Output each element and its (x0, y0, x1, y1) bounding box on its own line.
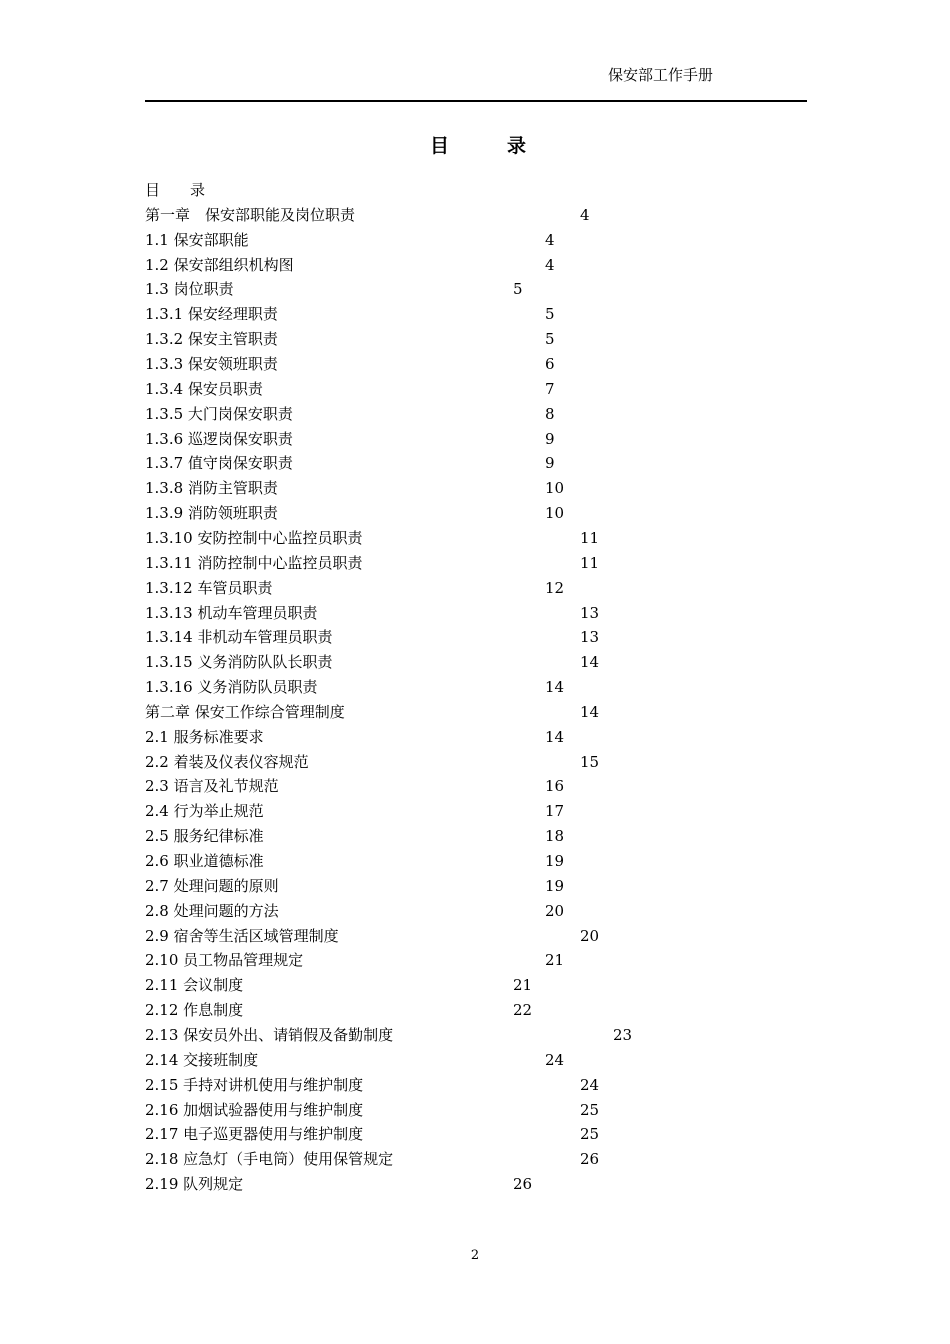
toc-entry-label: 2.10 员工物品管理规定 (145, 951, 304, 970)
toc-entry-page: 22 (513, 1001, 533, 1020)
toc-entry-page: 14 (580, 653, 600, 672)
toc-entry (145, 775, 765, 797)
toc-entry-label: 目 录 (145, 181, 206, 199)
toc-entry-page: 4 (580, 205, 590, 224)
toc-entry-label: 2.9 宿舍等生活区域管理制度 (145, 926, 339, 945)
toc-entry-label: 2.4 行为举止规范 (145, 802, 264, 821)
toc-entry-page: 24 (580, 1075, 600, 1094)
toc-entry-label: 2.17 电子巡更器使用与维护制度 (145, 1125, 364, 1144)
toc-entry-label: 2.12 作息制度 (145, 1001, 244, 1020)
toc-entry-page: 5 (513, 280, 523, 299)
toc-entry-label: 2.1 服务标准要求 (145, 727, 264, 746)
toc-entry-label: 2.5 服务纪律标准 (145, 827, 264, 846)
toc-entry-label: 1.3.2 保安主管职责 (145, 330, 278, 349)
toc-entry-label: 2.7 处理问题的原则 (145, 876, 279, 895)
toc-entry-page: 11 (580, 553, 600, 572)
toc-entry (145, 875, 765, 897)
toc-entry-label: 2.19 队列规定 (145, 1175, 244, 1193)
toc-entry-page: 7 (545, 379, 555, 398)
toc-entry-page: 21 (545, 951, 565, 970)
toc-entry-page: 20 (545, 901, 565, 920)
toc-entry (145, 1049, 765, 1071)
toc-entry-page: 23 (613, 1025, 633, 1044)
toc-entry-label: 1.3.3 保安领班职责 (145, 355, 278, 373)
toc-entry-label: 1.3.10 安防控制中心监控员职责 (145, 528, 363, 547)
toc-entry-page: 9 (545, 429, 555, 448)
toc-entry-page: 20 (580, 926, 600, 945)
toc-entry-label: 1.2 保安部组织机构图 (145, 255, 294, 274)
toc-entry-page: 13 (580, 603, 600, 622)
toc-entry-page: 5 (545, 330, 555, 349)
toc-entry-label: 2.11 会议制度 (145, 976, 244, 995)
toc-entry-label: 2.14 交接班制度 (145, 1050, 259, 1069)
toc-entry (145, 577, 765, 599)
toc-entry-label: 1.3 岗位职责 (145, 280, 234, 299)
toc-entry (145, 974, 765, 996)
toc-entry-page: 26 (580, 1150, 600, 1169)
toc-entry-label: 1.1 保安部职能 (145, 230, 249, 249)
toc-title-part1: 目 (430, 135, 450, 157)
toc-entry-label: 2.16 加烟试验器使用与维护制度 (145, 1100, 364, 1119)
toc-entry-label: 1.3.12 车管员职责 (145, 578, 273, 597)
toc-entry-page: 21 (513, 976, 533, 995)
toc-entry (145, 602, 765, 624)
toc-entry-label: 第一章 保安部职能及岗位职责 (145, 205, 356, 224)
toc-entry (145, 428, 765, 450)
toc-entry-page: 24 (545, 1050, 565, 1069)
toc-entry-page: 25 (580, 1125, 600, 1144)
toc-entry-page: 5 (545, 305, 555, 324)
page-header: 保安部工作手册 (608, 66, 714, 84)
toc-entry (145, 850, 765, 872)
toc-entry (145, 800, 765, 822)
toc-entry (145, 477, 765, 499)
toc-entry-page: 6 (545, 355, 555, 373)
toc-entry-label: 2.13 保安员外出、请销假及备勤制度 (145, 1025, 394, 1044)
toc-entry (145, 179, 765, 201)
toc-entry (145, 925, 765, 947)
toc-entry (145, 278, 765, 300)
toc-entry-page: 25 (580, 1100, 600, 1119)
toc-entry-page: 19 (545, 852, 565, 870)
toc-entry-label: 1.3.4 保安员职责 (145, 379, 263, 398)
toc-entry-label: 1.3.11 消防控制中心监控员职责 (145, 553, 363, 572)
toc-entry-label: 2.15 手持对讲机使用与维护制度 (145, 1075, 364, 1094)
toc-entry (145, 552, 765, 574)
toc-entry-label: 1.3.16 义务消防队员职责 (145, 678, 318, 696)
toc-entry-page: 18 (545, 827, 565, 846)
toc-entry-label: 1.3.5 大门岗保安职责 (145, 404, 293, 423)
toc-entry (145, 527, 765, 549)
toc-entry-page: 17 (545, 802, 565, 821)
toc-entry (145, 1074, 765, 1096)
toc-entry-label: 1.3.9 消防领班职责 (145, 504, 278, 523)
page-number: 2 (470, 1248, 480, 1263)
toc-entry (145, 452, 765, 474)
toc-entry (145, 1173, 765, 1195)
toc-entry-page: 13 (580, 628, 600, 647)
toc-entry-label: 2.2 着装及仪表仪容规范 (145, 752, 309, 771)
toc-entry (145, 204, 765, 226)
toc-entry (145, 726, 765, 748)
toc-entry (145, 378, 765, 400)
toc-entry (145, 676, 765, 698)
toc-entry-page: 4 (545, 230, 555, 249)
toc-entry (145, 303, 765, 325)
toc-entry (145, 751, 765, 773)
toc-entry (145, 1024, 765, 1046)
toc-entry (145, 825, 765, 847)
toc-entry-label: 1.3.6 巡逻岗保安职责 (145, 429, 293, 448)
toc-title-part2: 录 (507, 135, 527, 157)
toc-entry-page: 19 (545, 876, 565, 895)
toc-entry-page: 9 (545, 454, 555, 473)
toc-entry-page: 16 (545, 777, 565, 796)
toc-entry-label: 1.3.14 非机动车管理员职责 (145, 628, 333, 647)
toc-entry (145, 353, 765, 375)
toc-entry (145, 1099, 765, 1121)
toc-entry-label: 2.6 职业道德标准 (145, 852, 264, 870)
toc-entry (145, 900, 765, 922)
toc-entry-page: 11 (580, 528, 600, 547)
toc-entry-page: 4 (545, 255, 555, 274)
toc-entry-label: 1.3.13 机动车管理员职责 (145, 603, 318, 622)
toc-entry-page: 8 (545, 404, 555, 423)
toc-entry-label: 1.3.7 值守岗保安职责 (145, 454, 293, 473)
toc-entry-page: 10 (545, 479, 565, 498)
toc-entry (145, 999, 765, 1021)
toc-entry (145, 626, 765, 648)
toc-entry (145, 229, 765, 251)
toc-entry-label: 1.3.1 保安经理职责 (145, 305, 278, 324)
toc-entry-page: 14 (580, 702, 600, 721)
toc-entry-label: 2.8 处理问题的方法 (145, 901, 279, 920)
toc-entry-page: 12 (545, 578, 565, 597)
toc-entry-page: 14 (545, 678, 565, 696)
toc-entry-label: 2.18 应急灯（手电筒）使用保管规定 (145, 1150, 394, 1169)
toc-entry (145, 1123, 765, 1145)
toc-entry (145, 328, 765, 350)
toc-entry-page: 14 (545, 727, 565, 746)
toc-entry (145, 502, 765, 524)
toc-entry-label: 1.3.15 义务消防队队长职责 (145, 653, 333, 672)
toc-entry (145, 701, 765, 723)
toc-entry-label: 第二章 保安工作综合管理制度 (145, 702, 345, 721)
toc-entry-label: 1.3.8 消防主管职责 (145, 479, 278, 498)
toc-entry (145, 949, 765, 971)
toc-entry (145, 254, 765, 276)
toc-entry (145, 651, 765, 673)
toc-entry-page: 15 (580, 752, 600, 771)
toc-entry-page: 10 (545, 504, 565, 523)
toc-entry-page: 26 (513, 1175, 533, 1193)
toc-entry (145, 403, 765, 425)
toc-entry-label: 2.3 语言及礼节规范 (145, 777, 279, 796)
toc-entry (145, 1148, 765, 1170)
